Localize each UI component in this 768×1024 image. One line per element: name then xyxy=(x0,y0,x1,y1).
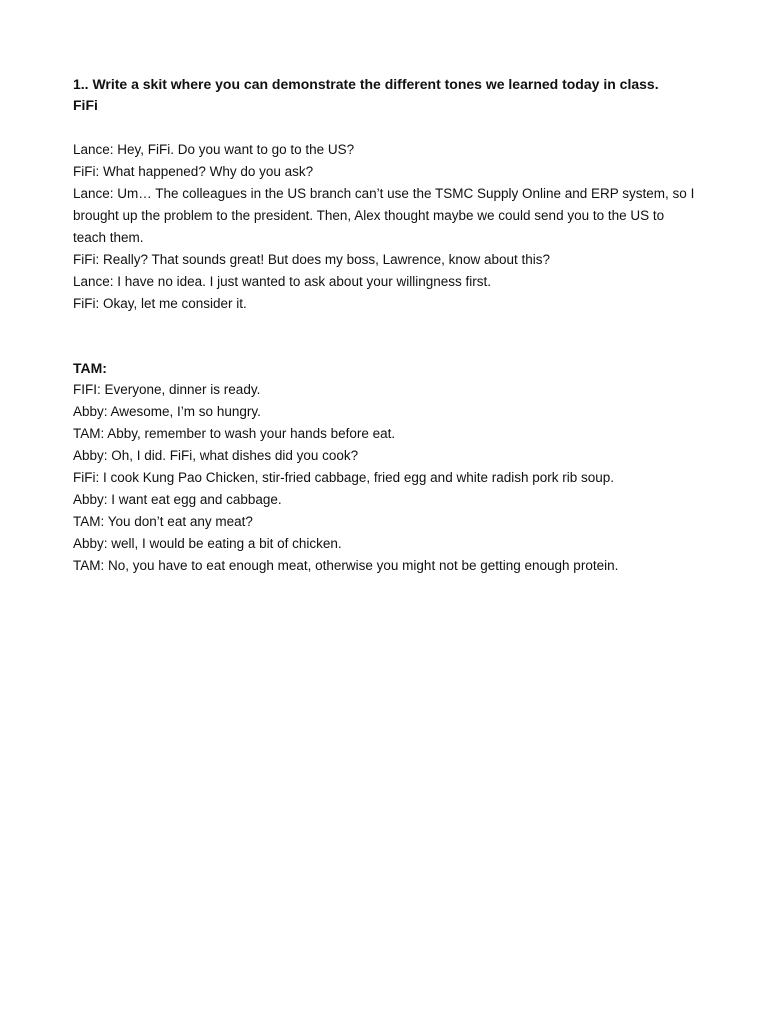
dialogue-line: Abby: Oh, I did. FiFi, what dishes did you cook? xyxy=(73,448,359,463)
spacer xyxy=(73,116,695,139)
dialogue-line: FiFi: Really? That sounds great! But does my boss, Lawrence, know about this? xyxy=(73,252,550,267)
dialogue-line: Abby: well, I would be eating a bit of chicken. xyxy=(73,536,342,551)
document-page xyxy=(73,74,695,577)
dialogue-line: Lance: Um… The colleagues in the US branch can’t use the TSMC Supply Online and ERP system, so I brought up the problem to the president. Then, Alex thought maybe we could send you to the US to teach them. xyxy=(73,186,695,245)
dialogue-line: TAM: You don’t eat any meat? xyxy=(73,514,253,529)
section-title-tam: TAM: xyxy=(73,360,107,376)
dialogue-line: Lance: I have no idea. I just wanted to ask about your willingness first. xyxy=(73,274,491,289)
dialogue-line: FiFi: I cook Kung Pao Chicken, stir-fried cabbage, fried egg and white radish pork rib soup. xyxy=(73,470,615,485)
dialogue-line: Lance: Hey, FiFi. Do you want to go to the US? xyxy=(73,142,355,157)
dialogue-line: TAM: Abby, remember to wash your hands before eat. xyxy=(73,426,396,441)
dialogue-line: FIFI: Everyone, dinner is ready. xyxy=(73,382,261,397)
dialogue-line: Abby: Awesome, I’m so hungry. xyxy=(73,404,261,419)
dialogue-tam xyxy=(73,379,695,577)
section-title-fifi: FiFi xyxy=(73,97,98,113)
spacer xyxy=(73,315,695,358)
dialogue-line: FiFi: What happened? Why do you ask? xyxy=(73,164,314,179)
dialogue-line: FiFi: Okay, let me consider it. xyxy=(73,296,247,311)
dialogue-line: TAM: No, you have to eat enough meat, otherwise you might not be getting enough protein. xyxy=(73,558,619,573)
dialogue-line: Abby: I want eat egg and cabbage. xyxy=(73,492,282,507)
assignment-heading: 1.. Write a skit where you can demonstrate the different tones we learned today in class. xyxy=(73,76,659,92)
dialogue-fifi xyxy=(73,139,695,315)
